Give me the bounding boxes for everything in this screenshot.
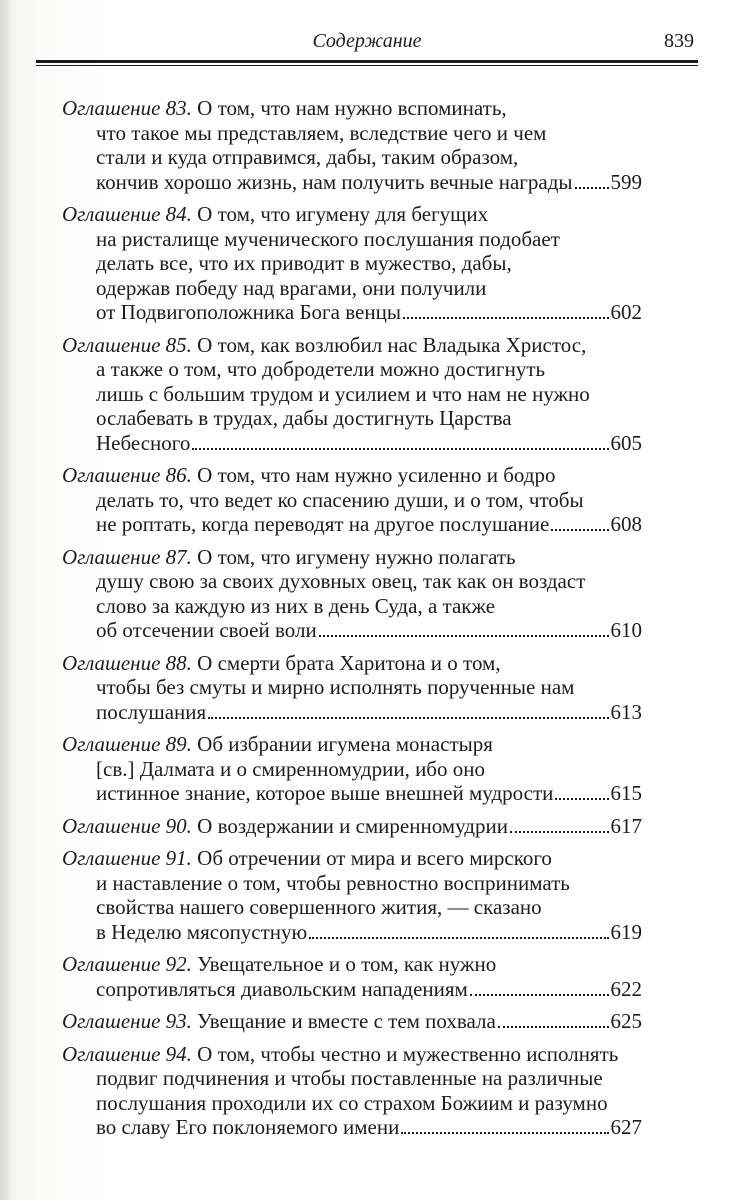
dot-leader xyxy=(401,1132,608,1134)
toc-entry-label: Оглашение 93. xyxy=(62,1009,192,1033)
toc-entry-line: истинное знание, которое выше внешней мудрости xyxy=(96,781,554,805)
toc-entry-line: ослабевать в трудах, дабы достигнуть Царства xyxy=(96,406,512,430)
toc-entry-final-line xyxy=(96,977,642,1002)
toc-entry-final-line xyxy=(62,1009,642,1034)
toc-entry-line: послушания проходили их со страхом Божиим и разумно xyxy=(96,1090,608,1115)
toc-entry-line: душу свою за своих духовных овец, так как он воздаст xyxy=(96,569,586,593)
toc-entry-line: делать все, что их приводит в мужество, дабы, xyxy=(96,251,512,275)
toc-entry-line: на ристалище мученического послушания подобает xyxy=(96,226,560,251)
toc-entry-label: Оглашение 89. xyxy=(62,732,192,756)
toc-entry xyxy=(62,1042,642,1140)
toc-entry-label: Оглашение 92. xyxy=(62,952,192,976)
toc-entry xyxy=(62,651,642,725)
toc-entry-page: 627 xyxy=(610,1115,642,1139)
toc-entry-line: О том, что игумену для бегущих xyxy=(197,202,489,226)
toc-entry-line: О том, что нам нужно вспоминать, xyxy=(197,96,507,120)
toc-entry-label: Оглашение 90. xyxy=(62,813,192,838)
toc-entry-line: в Неделю мясопустную xyxy=(96,919,308,944)
toc-entry-label: Оглашение 88. xyxy=(62,650,192,675)
toc-entry-line: слово за каждую из них в день Суда, а также xyxy=(96,593,496,618)
toc-entry-final-line xyxy=(96,170,642,195)
toc-entry-label: Оглашение 87. xyxy=(62,544,192,569)
toc-entry-line: что такое мы представляем, вследствие чего и чем xyxy=(96,120,547,145)
toc-entry-line: О смерти брата Харитона и о том, xyxy=(197,650,501,675)
dot-leader xyxy=(192,448,608,450)
toc-entry-page: 608 xyxy=(610,512,642,536)
toc-entry-label: Оглашение 85. xyxy=(62,332,192,357)
toc-entry-page: 602 xyxy=(610,300,642,324)
dot-leader xyxy=(309,937,608,939)
toc-entry-final-line xyxy=(96,512,642,537)
dot-leader xyxy=(510,831,609,833)
toc-entry-final-line xyxy=(96,920,642,945)
dot-leader xyxy=(551,529,608,531)
toc-entry xyxy=(62,463,642,537)
dot-leader xyxy=(498,1026,609,1028)
toc-entry-line: послушания xyxy=(96,699,207,724)
toc-entry-final-line xyxy=(62,814,642,839)
toc-entry-final-line xyxy=(96,700,642,725)
toc-entry xyxy=(62,952,642,1001)
toc-entry xyxy=(62,202,642,325)
table-of-contents xyxy=(62,96,642,1148)
toc-entry-line: подвиг подчинения и чтобы поставленные на различные xyxy=(96,1066,603,1090)
toc-entry-line: О воздержании и смиренномудрии xyxy=(197,813,508,838)
toc-entry-final-line xyxy=(96,781,642,806)
toc-entry-line: во славу Его поклоняемого имени xyxy=(96,1115,400,1139)
toc-entry xyxy=(62,96,642,194)
toc-entry-line: Увещание и вместе с тем похвала xyxy=(197,1009,496,1033)
toc-entry-label: Оглашение 83. xyxy=(62,96,192,120)
toc-entry-label: Оглашение 91. xyxy=(62,846,192,870)
page-number: 839 xyxy=(664,30,694,52)
toc-entry-page: 625 xyxy=(610,1009,642,1033)
toc-entry-line: Увещательное и о том, как нужно xyxy=(197,952,497,976)
dot-leader xyxy=(403,317,609,319)
toc-entry-page: 605 xyxy=(610,430,642,455)
toc-entry xyxy=(62,814,642,839)
toc-entry-page: 622 xyxy=(610,976,642,1001)
dot-leader xyxy=(555,798,608,800)
toc-entry-label: Оглашение 84. xyxy=(62,202,192,226)
toc-entry xyxy=(62,732,642,806)
toc-entry-line: делать то, что ведет ко спасению души, и о том, чтобы xyxy=(96,487,584,512)
toc-entry-page: 617 xyxy=(610,813,642,838)
toc-entry-page: 599 xyxy=(610,169,642,194)
dot-leader xyxy=(470,994,609,996)
toc-entry-final-line xyxy=(96,618,642,643)
toc-entry-line: Небесного xyxy=(96,430,191,455)
toc-entry-line: чтобы без смуты и мирно исполнять порученные нам xyxy=(96,675,575,699)
dot-leader xyxy=(208,717,608,719)
toc-entry-page: 610 xyxy=(610,618,642,642)
toc-entry-line: О том, что нам нужно усиленно и бодро xyxy=(197,463,556,487)
toc-entry xyxy=(62,1009,642,1034)
toc-entry-label: Оглашение 94. xyxy=(62,1041,192,1066)
toc-entry-line: О том, что игумену нужно полагать xyxy=(197,544,516,569)
header-rule xyxy=(36,60,698,66)
toc-entry-final-line xyxy=(96,300,642,325)
toc-entry-label: Оглашение 86. xyxy=(62,463,192,487)
toc-entry-page: 615 xyxy=(610,781,642,805)
toc-entry-page: 619 xyxy=(610,919,642,944)
toc-entry-line: от Подвигоположника Бога венцы xyxy=(96,300,401,324)
toc-entry-line: О том, как возлюбил нас Владыка Христос, xyxy=(197,332,587,357)
toc-entry-line: [св.] Далмата и о смиренномудрии, ибо оно xyxy=(96,756,485,781)
toc-entry-line: Об отречении от мира и всего мирского xyxy=(197,846,552,870)
toc-entry-page: 613 xyxy=(610,699,642,724)
toc-entry-line: об отсечении своей воли xyxy=(96,618,317,642)
toc-entry-line: лишь с большим трудом и усилием и что нам не нужно xyxy=(96,381,590,406)
toc-entry-final-line xyxy=(96,1115,642,1140)
toc-entry xyxy=(62,545,642,643)
running-header xyxy=(36,26,698,56)
toc-entry-line: не роптать, когда переводят на другое послушание xyxy=(96,512,550,536)
toc-entry-line: и наставление о том, чтобы ревностно воспринимать xyxy=(96,870,570,895)
toc-entry-line: а также о том, что добродетели можно достигнуть xyxy=(96,357,546,381)
toc-entry xyxy=(62,333,642,456)
dot-leader xyxy=(319,635,609,637)
toc-entry-line: Об избрании игумена монастыря xyxy=(197,732,493,756)
toc-entry xyxy=(62,846,642,944)
page-gutter-shadow xyxy=(0,0,14,1200)
running-header-title: Содержание xyxy=(312,30,422,52)
toc-entry-line: одержав победу над врагами, они получили xyxy=(96,275,487,300)
toc-entry-line: О том, чтобы честно и мужественно исполнять xyxy=(197,1041,619,1066)
toc-entry-line: стали и куда отправимся, дабы, таким образом, xyxy=(96,145,519,169)
dot-leader xyxy=(575,187,609,189)
toc-entry-line: кончив хорошо жизнь, нам получить вечные награды xyxy=(96,169,573,194)
toc-entry-line: сопротивляться диавольским нападениям xyxy=(96,976,468,1001)
toc-entry-line: свойства нашего совершенного жития, — сказано xyxy=(96,895,542,919)
toc-entry-final-line xyxy=(96,431,642,456)
